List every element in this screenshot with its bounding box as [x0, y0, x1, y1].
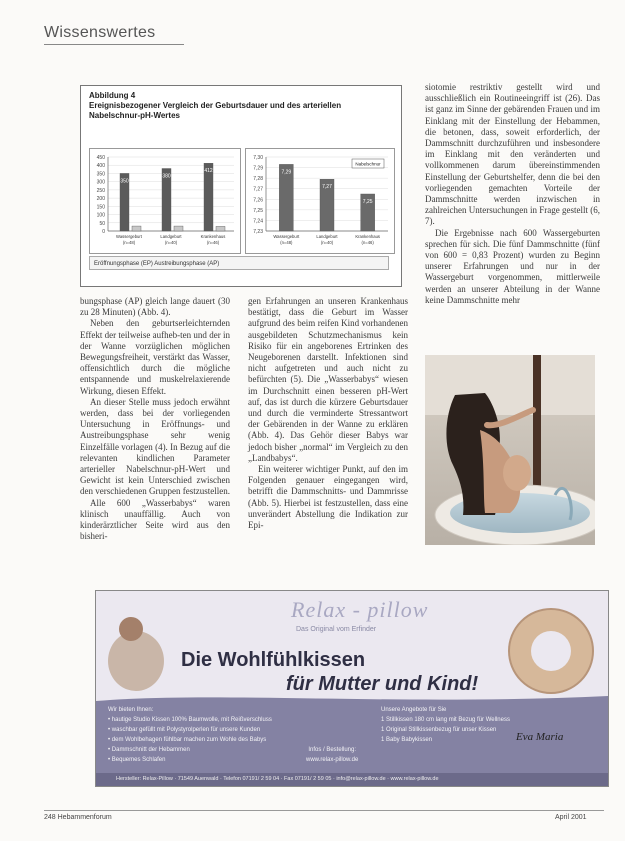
ad-order-label: Infos / Bestellung: — [308, 747, 357, 753]
ad-tagline: Das Original vom Erfinder — [296, 626, 377, 633]
x-tick-label: Krankenhaus — [200, 234, 226, 239]
paragraph: Alle 600 „Wasserbabys“ waren klinisch unauffällig. Auch von kinderärztlicher Seite wird aus den bisheri- — [80, 497, 230, 542]
x-tick-label: Wassergeburt — [273, 234, 300, 239]
ad-headline: Die Wohlfühlkissen — [181, 649, 366, 671]
ad-footer: Hersteller: Relax-Pillow · 71549 Auenwald · Telefon 07191/ 2 59 04 · Fax 07191/ 2 59 05 · info@relax-pillow.de · www.relax-pillow.de — [96, 773, 608, 786]
paragraph: gen Erfahrungen an unseren Krankenhaus bestätigt, dass die Geburt im Wasser aufgrund des beim reifen Kind vorhandenen ausgebildeten Schutzmechanismus kein Risiko für ein angeborenes Ertrinken des Neugeborenen darstellt. Infektionen sind nicht aufgetreten und auch nicht zu befürchten (5). Die „Wasserbabys“ wiesen im Durchschnitt einen besseren pH-Wert auf, das ist durch die kürzere Geburtsdauer und durch die verminderte Stressantwort der Gebärenden in der Wanne zu erklären (Abb. 4). Das Gehör dieser Babys war jedoch bisher „normal“ im Vergleich zu den „Landbabys“. — [248, 296, 408, 463]
ad-list-item: • Dammschnitt der Hebammen — [108, 747, 190, 753]
ad-list-item: • waschbar gefüllt mit Polystyrolperlen für unsere Kunden — [108, 727, 261, 733]
ad-list-item: 1 Stillkissen 180 cm lang mit Bezug für Wellness — [381, 717, 510, 723]
y-tick-label: 200 — [96, 196, 105, 203]
ad-list-item: 1 Baby Babykissen — [381, 737, 433, 743]
y-tick-label: 350 — [96, 171, 105, 178]
x-tick-label: Krankenhaus — [355, 234, 381, 239]
ad-left-list — [108, 705, 272, 765]
paragraph: Die Ergebnisse nach 600 Wassergeburten sprechen für sich. Die fünf Dammschnitte (fünf von 600 = 0,83 Prozent) wurden zu Beginn unserer Erfahrungen und nur in der Wassergeburt vorgenommen, mittlerweile werden an unserer Abteilung in der Wanne keine Dammschnitte mehr — [425, 227, 600, 305]
text-column-2 — [248, 296, 408, 531]
chart-bar — [216, 226, 225, 231]
water-birth-photo — [425, 355, 595, 545]
ad-list-item: 1 Original Stillkissenbezug für unser Kissen — [381, 727, 497, 733]
bar-data-label: 412 — [204, 168, 213, 175]
ad-signature: Eva Maria — [516, 731, 564, 743]
advertisement — [95, 590, 609, 787]
y-tick-label: 100 — [96, 212, 105, 219]
chart-bar — [174, 226, 183, 231]
x-tick-label: (n=48) — [122, 240, 136, 245]
x-tick-label: (n=40) — [320, 240, 334, 245]
x-tick-label: (n=48) — [280, 240, 293, 245]
y-tick-label: 7,23 — [253, 229, 263, 235]
photo-illustration — [425, 355, 595, 545]
ad-left-title: Wir bieten Ihnen: — [108, 707, 154, 713]
x-tick-label: (n=46) — [361, 240, 374, 245]
ad-brand-logo: Relax - pillow — [291, 597, 429, 622]
section-title: Wissenswertes — [44, 24, 156, 41]
duration-chart-svg — [90, 149, 240, 253]
y-tick-label: 7,25 — [253, 207, 263, 214]
y-tick-label: 400 — [96, 163, 105, 170]
y-tick-label: 7,24 — [253, 218, 263, 225]
ad-list-item: • dem Wohlbehagen fühlbar machen zum Wohle des Babys — [108, 737, 267, 743]
ad-list-item: • hautige Studio Kissen 100% Baumwolle, mit Reißverschluss — [108, 717, 272, 723]
paragraph: bungsphase (AP) gleich lange dauert (30 zu 28 Minuten) (Abb. 4). — [80, 296, 230, 318]
bar-data-label: 7,27 — [322, 184, 332, 191]
x-tick-label: (n=46) — [206, 240, 220, 245]
text-column-1 — [80, 296, 230, 542]
ad-website-link[interactable]: www.relax-pillow.de — [306, 757, 359, 763]
bar-data-label: 7,25 — [362, 199, 373, 205]
y-tick-label: 450 — [96, 155, 105, 161]
x-tick-label: Landgeburt — [160, 234, 182, 239]
ad-right-title: Unsere Angebote für Sie — [381, 707, 447, 713]
y-tick-label: 150 — [96, 204, 105, 211]
page-footer-right: April 2001 — [555, 814, 587, 821]
figure-number: Abbildung 4 — [89, 91, 136, 100]
ph-chart — [245, 148, 395, 254]
paragraph: Neben den geburtserleichternden Effekt der teilweise aufheb-ten und der in der Wanne vorzüglichen möglichen Bewegungsfreiheit, verstärkt das Wasser, offensichtlich durch die mögliche entspannende und muskelrelaxierende Wirkung, diesen Effekt. — [80, 318, 230, 396]
y-tick-label: 7,26 — [253, 197, 263, 204]
page-footer-left: 248 Hebammenforum — [44, 814, 112, 821]
paragraph: siotomie restriktiv gestellt wird und ausschließlich ein Routineeingriff ist (26). Das ist ganz im Sinne der gebärenden Frauen und im Einklang mit der Einstellung der Hebammen, die betonen, dass, soweit erforderlich, der Dammschnitt durchzuführen und insbesondere im Einklang mit den veränderten und vollkommenen darum übereinstimmenden Einstellung der Geburtshelfer, denn die bei den vorliegenden gemachten Vorteile der Dammschnitte werden inzwischen in zahlreichen Untersuchungen in Frage gestellt (6, 7). — [425, 82, 600, 227]
ad-headline-2: für Mutter und Kind! — [286, 673, 479, 695]
bar-data-label: 380 — [162, 173, 171, 180]
ad-list-item: • Bequemes Schlafen — [108, 757, 166, 763]
x-tick-label: Landgeburt — [316, 234, 338, 239]
text-column-3 — [425, 82, 600, 306]
y-tick-label: 250 — [96, 187, 105, 194]
y-tick-label: 300 — [96, 179, 105, 186]
y-tick-label: 7,29 — [253, 165, 263, 172]
duration-chart — [89, 148, 241, 254]
x-tick-label: (n=40) — [164, 240, 178, 245]
figure-4 — [80, 85, 402, 287]
figure-title: Ereignisbezogener Vergleich der Geburtsdauer und des arteriellen Nabelschnur-pH-Wertes — [89, 101, 342, 120]
chart-bar — [132, 226, 141, 231]
paragraph: Ein weiterer wichtiger Punkt, auf den im Folgenden genauer eingegangen wird, betrifft die Dammschnitts- und Dammrisse (Abb. 5). Hierbei ist festzustellen, dass eine unverändert Abstellung die Indikation zur Epi- — [248, 464, 408, 531]
y-tick-label: 0 — [102, 229, 105, 235]
footer-rule — [44, 810, 604, 811]
legend-label: Nabelschnur — [355, 161, 381, 167]
y-tick-label: 7,28 — [253, 176, 263, 183]
y-tick-label: 7,30 — [253, 155, 263, 161]
paragraph: An dieser Stelle muss jedoch erwähnt werden, dass bei der vorliegenden Untersuchung in Eröffnungs- und Austreibungsphase sehr wenig Einzelfälle vorlagen (4). In Bezug auf die relevanten kindlichen Parameter arterieller Nabelschnur-pH-Wert und Gewicht ist kein Unterschied zwischen den verschiedenen Gruppen festzustellen. — [80, 396, 230, 497]
figure-legend: Eröffnungsphase (EP) Austreibungsphase (AP) — [89, 256, 389, 270]
bar-data-label: 350 — [120, 178, 129, 185]
x-tick-label: Wassergeburt — [116, 234, 142, 239]
y-tick-label: 50 — [99, 220, 105, 227]
header-rule — [44, 44, 184, 45]
ph-chart-svg — [246, 149, 394, 253]
ad-right-list — [381, 705, 510, 745]
ad-order-info — [306, 745, 358, 765]
y-tick-label: 7,27 — [253, 186, 263, 193]
figure-caption — [89, 91, 389, 121]
bar-data-label: 7,29 — [281, 169, 292, 176]
